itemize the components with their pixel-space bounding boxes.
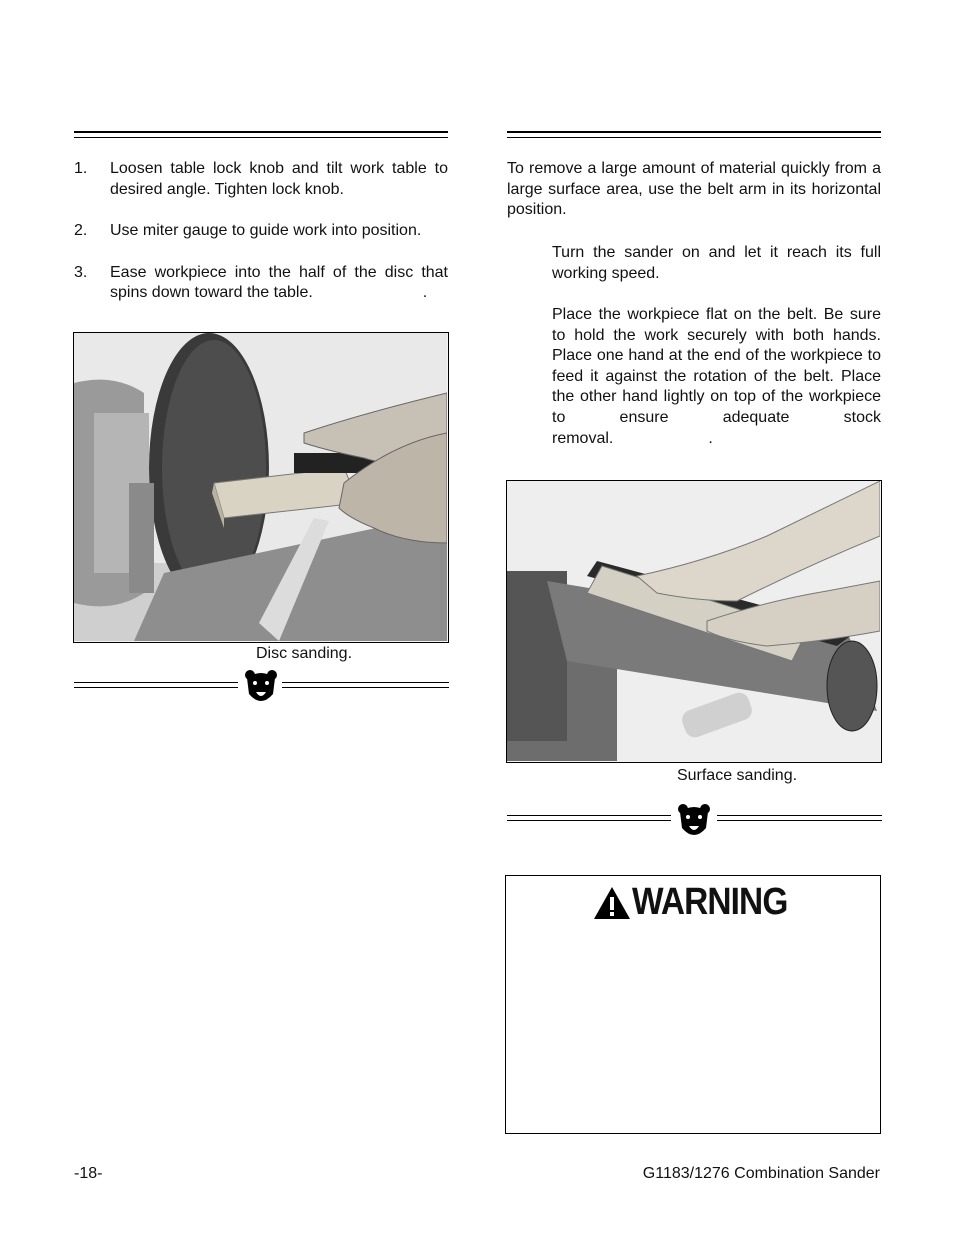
warning-triangle-icon: [592, 885, 632, 921]
right-divider-line-b: [717, 815, 882, 821]
disc-sanding-photo: [73, 332, 449, 643]
bear-logo-icon: [676, 802, 712, 840]
left-section-rule: [74, 131, 448, 138]
left-steps: [74, 159, 448, 325]
page-number: -18-: [74, 1165, 103, 1182]
surface-sanding-caption: Surface sanding.: [676, 767, 798, 784]
right-section-rule: [507, 131, 881, 138]
footer-title: G1183/1276 Combination Sander: [642, 1165, 880, 1182]
warning-header: [592, 881, 809, 924]
right-step-2: Place the workpiece flat on the belt. Be sure to hold the work securely with both hands. Place one hand at the end of the workpiece to feed it against the rotation of the belt. Place the other hand lightly on top of the workpiece to ensure adequate stock removal. .: [552, 306, 881, 447]
warning-box: [505, 875, 881, 1134]
disc-sanding-caption: Disc sanding.: [255, 645, 353, 662]
bear-logo-icon: [243, 668, 279, 706]
right-intro: To remove a large amount of material quickly from a large surface area, use the belt arm in its horizontal position.: [507, 160, 881, 219]
left-divider-line-a: [74, 682, 238, 688]
right-step-1: Turn the sander on and let it reach its full working speed.: [552, 244, 881, 282]
step-1: 1. Loosen table lock knob and tilt work table to desired angle. Tighten lock knob.: [74, 160, 448, 198]
step-3: 3. Ease workpiece into the half of the disc that spins down toward the table. .: [74, 263, 448, 302]
surface-sanding-photo: [506, 480, 882, 763]
step-2: 2. Use miter gauge to guide work into position.: [74, 222, 422, 240]
right-divider-line-a: [507, 815, 671, 821]
warning-title: WARNING: [632, 881, 788, 923]
left-divider-line-b: [282, 682, 449, 688]
